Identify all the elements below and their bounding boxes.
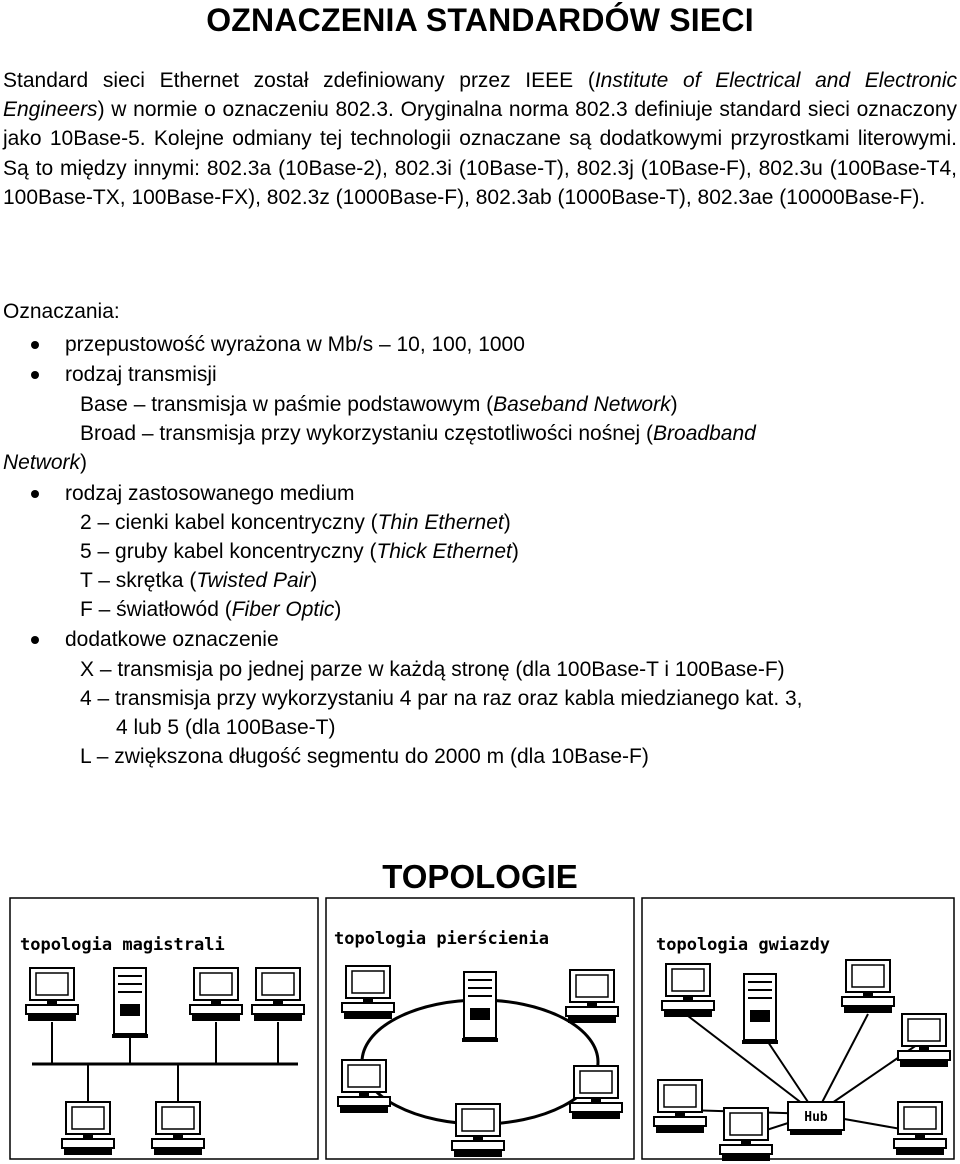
bullet-throughput: przepustowość wyrażona w Mb/s – 10, 100, 1000 (65, 333, 525, 356)
medium-thin-close: ) (503, 511, 511, 534)
star-topology-panel (642, 898, 954, 1161)
transmission-broad-text: Broad – transmisja przy wykorzystaniu częstotliwości nośnej ( (80, 422, 654, 445)
extra-four: 4 – transmisja przy wykorzystaniu 4 par na raz oraz kabla miedzianego kat. 3, (80, 687, 803, 710)
marking-heading: Oznaczania: (3, 300, 120, 323)
extra-four-cont: 4 lub 5 (dla 100Base-T) (116, 716, 336, 739)
hub-icon (788, 1102, 844, 1135)
medium-twisted-text: T – skrętka ( (80, 569, 197, 592)
transmission-broad (80, 419, 756, 448)
transmission-base-close: ) (670, 393, 678, 416)
server-icon (462, 972, 498, 1042)
server-icon (112, 968, 148, 1038)
medium-twisted-close: ) (310, 569, 318, 592)
ring-topology-label: topologia pierścienia (334, 929, 549, 949)
medium-twisted-italic: Twisted Pair (196, 569, 311, 592)
intro-text-2: ) w normie o oznaczeniu 802.3. Oryginalna norma 802.3 definiuje standard sieci oznaczony jako 10Base-5. Kolejne odmiany tej technologii oznaczane są dodatkowymi przyrostkami literowymi. Są to między innymi: 802.3a (10Base-2), 802.3i (10Base-T), 802.3j (10Base-F), 802.3u (100Base-T4, 100Base-TX, 100Base-FX), 802.3z (1000Base-F), 802.3ab (1000Base-T), 802.3ae (10000Base-F). (3, 98, 957, 209)
computer-icon (654, 1080, 706, 1133)
medium-fiber-italic: Fiber Optic (231, 598, 335, 621)
computer-icon (342, 966, 394, 1019)
transmission-broad-cont-italic: Network (3, 451, 81, 474)
topologies-figure (8, 896, 956, 1161)
bullet-extra: dodatkowe oznaczenie (65, 628, 279, 651)
transmission-base-text: Base – transmisja w paśmie podstawowym ( (80, 393, 494, 416)
medium-fiber-close: ) (334, 598, 342, 621)
bus-topology-label: topologia magistrali (20, 935, 225, 955)
medium-thick-text: 5 – gruby kabel koncentryczny ( (80, 540, 377, 563)
computer-icon (26, 968, 78, 1021)
transmission-broad-italic: Broadband (653, 422, 756, 445)
transmission-broad-cont (3, 448, 87, 477)
medium-thin-italic: Thin Ethernet (377, 511, 504, 534)
computer-icon (842, 960, 894, 1013)
computer-icon (62, 1102, 114, 1155)
medium-twisted (80, 566, 317, 595)
computer-icon (452, 1104, 504, 1157)
medium-thick-italic: Thick Ethernet (376, 540, 512, 563)
intro-paragraph (3, 66, 957, 212)
bullet-dot-icon (31, 490, 39, 498)
medium-thick-close: ) (511, 540, 519, 563)
medium-fiber (80, 595, 341, 624)
hub-label: Hub (804, 1110, 828, 1125)
bullet-transmission: rodzaj transmisji (65, 363, 217, 386)
computer-icon (338, 1060, 390, 1113)
topologies-heading: TOPOLOGIE (382, 858, 578, 895)
computer-icon (252, 968, 304, 1021)
computer-icon (720, 1108, 772, 1161)
bullet-medium: rodzaj zastosowanego medium (65, 482, 355, 505)
medium-thick (80, 537, 519, 566)
intro-ieee-expansion: Institute of Electrical and Electronic Engineers (3, 69, 957, 122)
computer-icon (566, 970, 618, 1023)
computer-icon (190, 968, 242, 1021)
bullet-dot-icon (31, 636, 39, 644)
computer-icon (662, 964, 714, 1017)
star-topology-label: topologia gwiazdy (656, 935, 830, 955)
medium-thin (80, 508, 511, 537)
ring-topology-panel (326, 898, 634, 1159)
bullet-dot-icon (31, 341, 39, 349)
bus-topology-panel (10, 898, 318, 1159)
computer-icon (894, 1102, 946, 1155)
medium-fiber-text: F – światłowód ( (80, 598, 232, 621)
intro-text-1: Standard sieci Ethernet został zdefiniowany przez IEEE ( (3, 69, 595, 92)
server-icon (742, 974, 778, 1044)
extra-l: L – zwiększona długość segmentu do 2000 m (dla 10Base-F) (80, 745, 649, 768)
computer-icon (898, 1014, 950, 1067)
transmission-base (80, 390, 678, 419)
transmission-broad-close: ) (80, 451, 88, 474)
page-title: OZNACZENIA STANDARDÓW SIECI (206, 2, 754, 38)
transmission-base-italic: Baseband Network (493, 393, 671, 416)
computer-icon (152, 1102, 204, 1155)
medium-thin-text: 2 – cienki kabel koncentryczny ( (80, 511, 378, 534)
extra-x: X – transmisja po jednej parze w każdą stronę (dla 100Base-T i 100Base-F) (80, 658, 785, 681)
bullet-dot-icon (31, 371, 39, 379)
computer-icon (570, 1066, 622, 1119)
